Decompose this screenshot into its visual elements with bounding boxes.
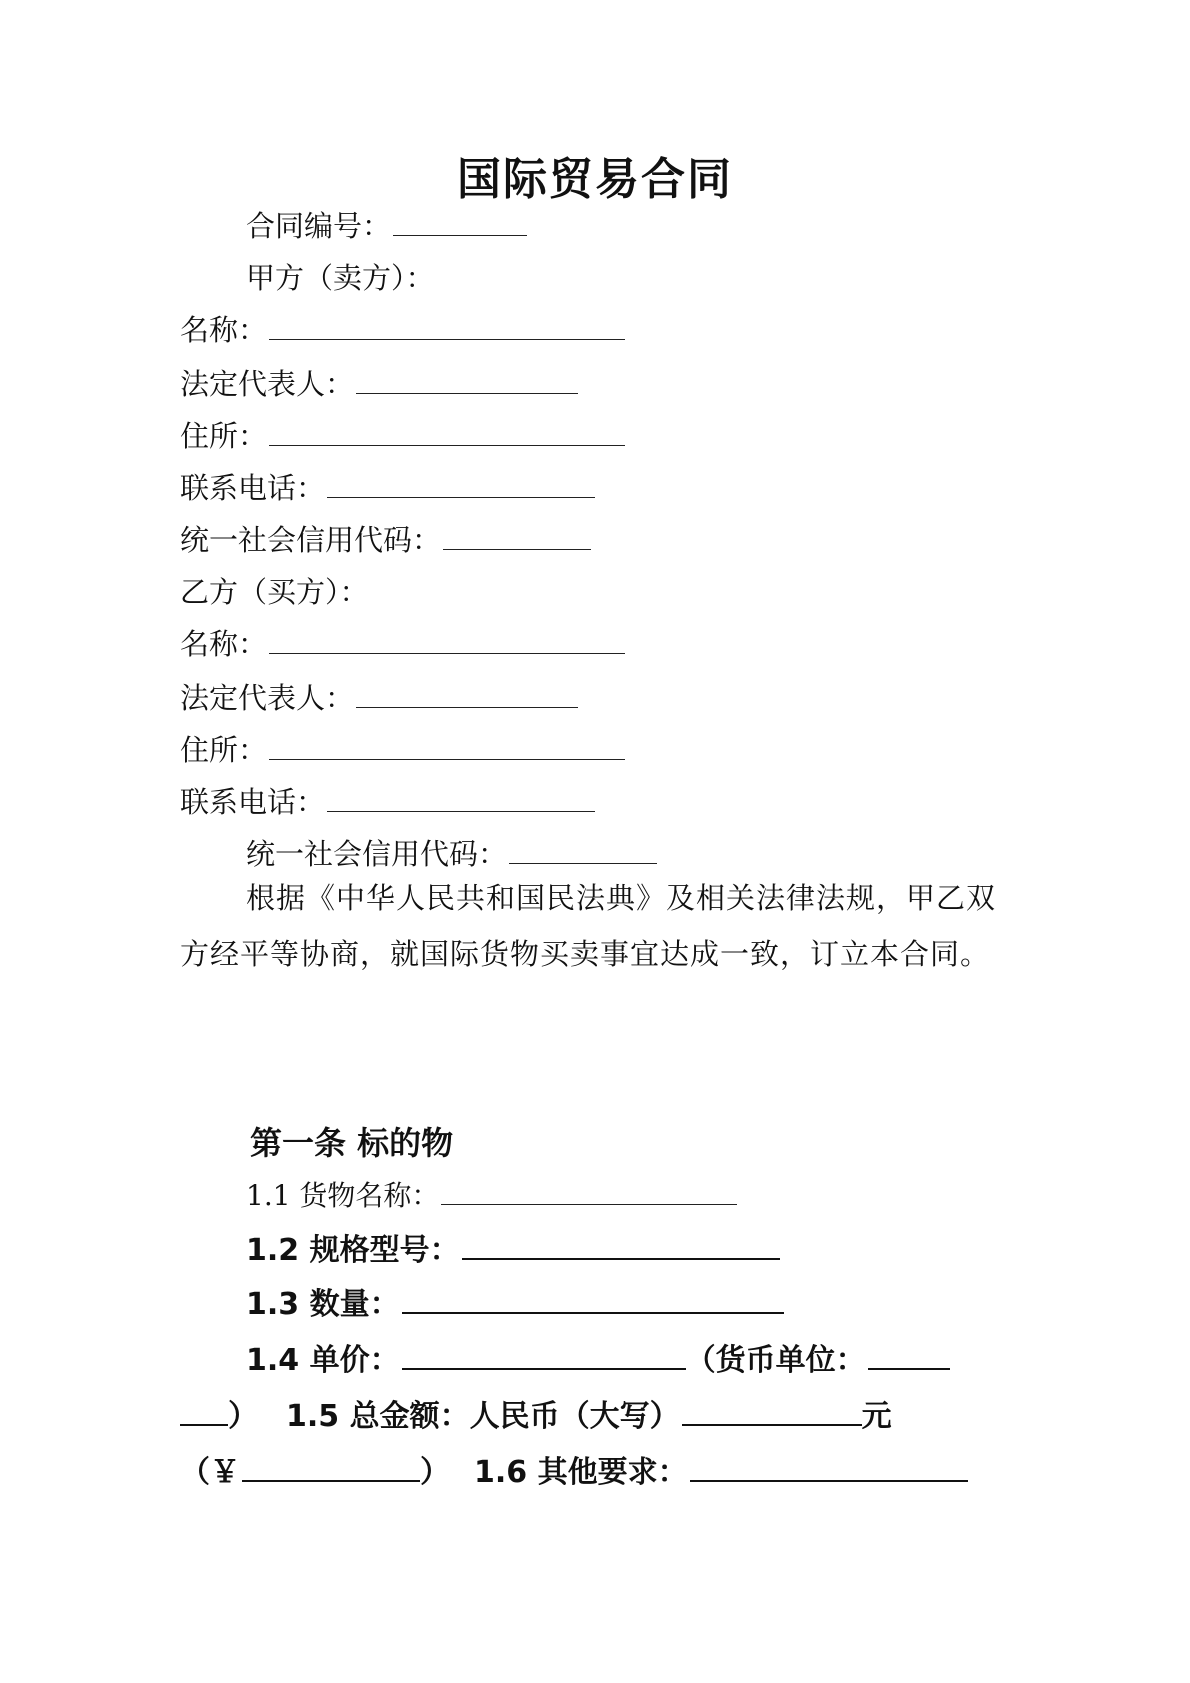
item-1-4-label: 1.4 单价： xyxy=(246,1343,400,1378)
party-a-credit-code-blank[interactable] xyxy=(443,548,591,550)
party-a-heading: 甲方（卖方）： xyxy=(246,261,435,295)
party-b-address-blank[interactable] xyxy=(269,758,625,760)
item-1-5-label: 1.5 总金额：人民币（大写） xyxy=(286,1399,680,1434)
item-1-4-row xyxy=(246,1340,950,1382)
currency-unit-label: （货币单位： xyxy=(685,1343,866,1378)
item-1-1-blank[interactable] xyxy=(441,1203,737,1205)
party-b-rep-blank[interactable] xyxy=(356,706,578,708)
party-a-rep-blank[interactable] xyxy=(356,392,578,394)
party-b-name-label: 名称： xyxy=(180,627,268,661)
party-a-credit-code-row xyxy=(180,520,591,560)
total-amount-numeric-blank[interactable] xyxy=(242,1479,420,1482)
document-title: 国际贸易合同 xyxy=(457,154,733,205)
currency-unit-close: ） xyxy=(228,1399,258,1434)
party-a-phone-blank[interactable] xyxy=(327,496,595,498)
item-1-1-row xyxy=(246,1176,737,1216)
party-b-name-blank[interactable] xyxy=(269,652,625,654)
party-a-phone-row xyxy=(180,468,595,508)
contract-number-label: 合同编号： xyxy=(246,209,392,243)
party-a-phone-label: 联系电话： xyxy=(180,471,326,505)
party-b-phone-label: 联系电话： xyxy=(180,785,326,819)
item-1-3-label: 1.3 数量： xyxy=(246,1287,400,1322)
currency-unit-blank-part1[interactable] xyxy=(868,1367,950,1370)
rmb-open: （￥ xyxy=(180,1455,240,1490)
party-b-heading: 乙方（买方）： xyxy=(180,575,369,609)
total-amount-uppercase-blank[interactable] xyxy=(682,1423,862,1426)
party-b-credit-code-row xyxy=(246,834,657,874)
contract-number-blank[interactable] xyxy=(393,234,527,236)
preamble-paragraph: 根据《中华人民共和国民法典》及相关法律法规，甲乙双方经平等协商，就国际货物买卖事宜达成一致，订立本合同。 xyxy=(180,881,997,971)
item-1-2-blank[interactable] xyxy=(462,1257,780,1260)
party-a-name-row xyxy=(180,310,625,350)
article-1-heading: 第一条 标的物 xyxy=(250,1124,454,1162)
item-1-3-blank[interactable] xyxy=(402,1311,784,1314)
party-b-address-row xyxy=(180,730,625,770)
party-a-name-label: 名称： xyxy=(180,313,268,347)
party-b-credit-code-label: 统一社会信用代码： xyxy=(246,837,508,871)
contract-number-row xyxy=(246,206,527,246)
yuan-label: 元 xyxy=(861,1399,892,1434)
item-1-6-label: 1.6 其他要求： xyxy=(474,1455,688,1490)
party-b-credit-code-blank[interactable] xyxy=(509,862,657,864)
party-b-rep-row xyxy=(180,678,578,718)
currency-unit-blank-part2[interactable] xyxy=(180,1423,228,1426)
party-b-rep-label: 法定代表人： xyxy=(180,681,355,715)
party-b-address-label: 住所： xyxy=(180,733,268,767)
item-1-6-row xyxy=(180,1452,968,1494)
item-1-1-label: 1.1 货物名称： xyxy=(246,1179,440,1212)
item-1-3-row xyxy=(246,1284,784,1326)
party-a-rep-label: 法定代表人： xyxy=(180,367,355,401)
party-a-address-blank[interactable] xyxy=(269,444,625,446)
party-a-rep-row xyxy=(180,364,578,404)
item-1-5-row xyxy=(180,1396,892,1438)
item-1-4-blank[interactable] xyxy=(402,1367,686,1370)
party-a-name-blank[interactable] xyxy=(269,338,625,340)
party-a-address-row xyxy=(180,416,625,456)
party-a-address-label: 住所： xyxy=(180,419,268,453)
party-a-credit-code-label: 统一社会信用代码： xyxy=(180,523,442,557)
item-1-2-label: 1.2 规格型号： xyxy=(246,1233,460,1268)
party-b-phone-blank[interactable] xyxy=(327,810,595,812)
item-1-2-row xyxy=(246,1230,780,1272)
other-requirements-blank[interactable] xyxy=(690,1479,968,1482)
rmb-close: ） xyxy=(420,1455,450,1490)
party-b-name-row xyxy=(180,624,625,664)
party-b-phone-row xyxy=(180,782,595,822)
